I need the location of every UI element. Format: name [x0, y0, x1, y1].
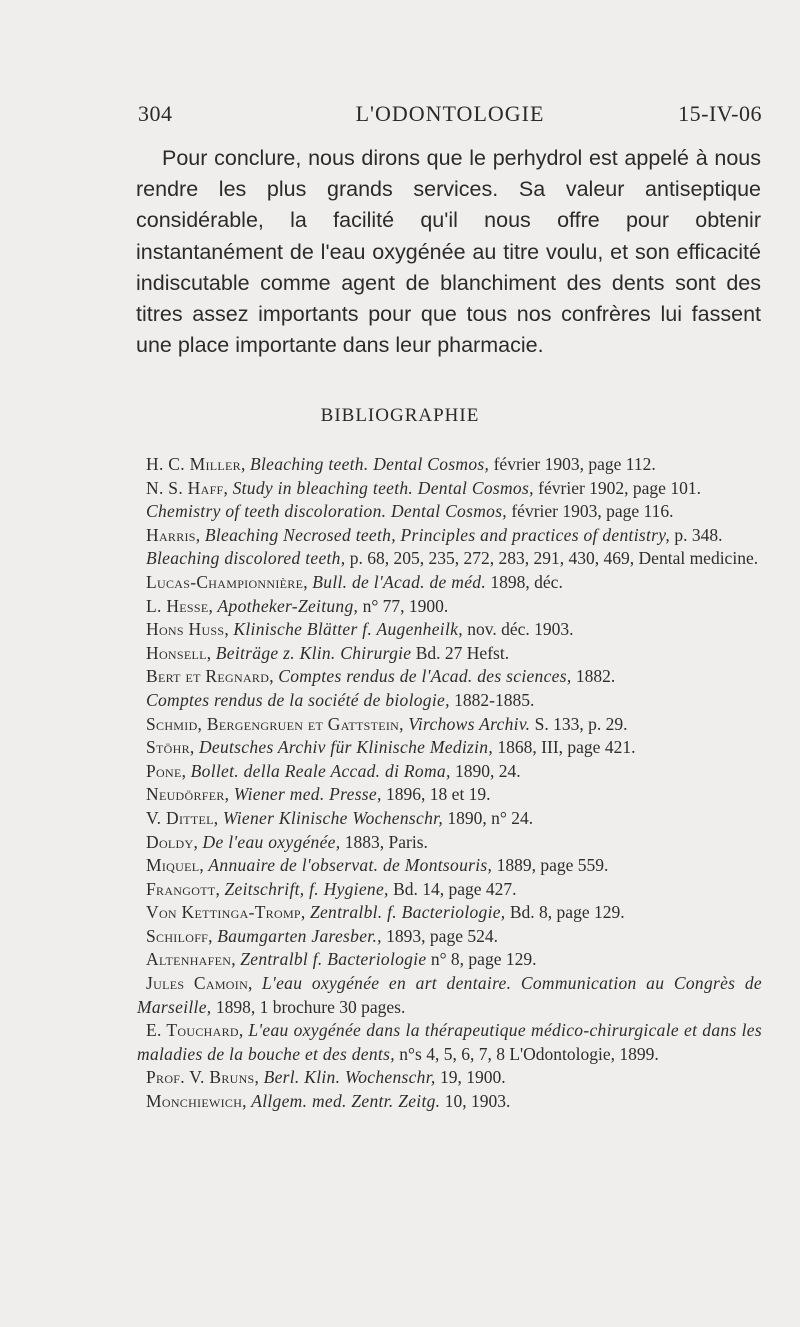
reference-title: Zentralbl f. Bacteriologie [240, 949, 427, 970]
reference-details: février 1903, page 112. [493, 454, 656, 474]
bibliography-entry [137, 807, 762, 831]
reference-author: E. Touchard, [146, 1020, 244, 1041]
reference-details: Bd. 27 Hefst. [415, 642, 510, 663]
reference-author: Hons Huss, [146, 619, 230, 640]
bibliography-entry [137, 901, 762, 925]
reference-author: Schmid, Bergengruen et Gattstein, [146, 713, 404, 734]
reference-details: 1868, III, page 421. [497, 737, 636, 758]
reference-title: Chemistry of teeth discoloration. Dental Cosmos, [146, 501, 507, 522]
reference-title: Bleaching discolored teeth, [146, 548, 346, 569]
bibliography-entry [137, 571, 762, 595]
reference-title: De l'eau oxygénée, [202, 831, 341, 852]
reference-author: Jules Camoin, [146, 973, 253, 994]
reference-author: Lucas-Championnière, [146, 571, 308, 592]
bibliography-list [137, 453, 762, 1114]
bibliography-entry [137, 878, 762, 902]
reference-author: H. C. Miller, [146, 454, 246, 474]
reference-author: Miquel, [146, 855, 205, 876]
reference-title: Apotheker-Zeitung, [217, 595, 359, 616]
reference-author: Harris, [146, 524, 201, 545]
reference-details: 19, 1900. [439, 1067, 506, 1088]
bibliography-entry [137, 477, 762, 501]
bibliography-entry [137, 783, 762, 807]
reference-author: Altenhafen, [146, 949, 236, 970]
bibliography-entry [137, 595, 762, 619]
reference-title: Berl. Klin. Wochenschr, [263, 1067, 436, 1088]
reference-title: Zentralbl. f. Bacteriologie, [309, 902, 506, 923]
reference-title: Comptes rendus de l'Acad. des sciences, [278, 666, 572, 687]
reference-title: Deutsches Archiv für Klinische Medizin, [198, 737, 494, 758]
reference-details: 1882-1885. [454, 689, 535, 710]
issue-date: 15-IV-06 [678, 101, 762, 126]
bibliography-entry [137, 689, 762, 713]
reference-title: Comptes rendus de la société de biologie, [146, 689, 450, 710]
reference-author: Schiloff, [146, 925, 213, 946]
reference-details: février 1903, page 116. [511, 501, 674, 522]
bibliography-entry [137, 618, 762, 642]
bibliography-entry [137, 925, 762, 949]
reference-title: L'eau oxygénée dans la thérapeutique médico-chirurgicale et dans les maladies de la bouche et des dents, [137, 1020, 762, 1064]
bibliography-entry [137, 500, 762, 524]
bibliography-entry [137, 736, 762, 760]
reference-details: février 1902, page 101. [538, 477, 701, 498]
reference-details: 1898, déc. [490, 571, 563, 592]
bibliography-entry [137, 1090, 762, 1114]
reference-title: Zeitschrift, f. Hygiene, [224, 878, 389, 899]
journal-title: L'ODONTOLOGIE [355, 101, 545, 126]
bibliography-entry [137, 854, 762, 878]
bibliography-entry [137, 642, 762, 666]
reference-details: Bd. 8, page 129. [509, 902, 625, 923]
reference-details: n° 77, 1900. [362, 595, 449, 616]
reference-author: Doldy, [146, 831, 199, 852]
reference-title: Bull. de l'Acad. de méd. [312, 571, 487, 592]
reference-title: Study in bleaching teeth. Dental Cosmos, [232, 477, 534, 498]
bibliography-entry [137, 760, 762, 784]
running-header [138, 101, 762, 131]
reference-author: Bert et Regnard, [146, 666, 274, 687]
reference-details: n° 8, page 129. [430, 949, 537, 970]
reference-details: Bd. 14, page 427. [393, 878, 517, 899]
bibliography-entry [137, 972, 762, 1019]
reference-title: Baumgarten Jaresber., [217, 925, 382, 946]
reference-title: Beiträge z. Klin. Chirurgie [215, 642, 412, 663]
reference-details: 1898, 1 brochure 30 pages. [215, 996, 406, 1017]
reference-title: Bollet. della Reale Accad. di Roma, [190, 760, 451, 781]
reference-author: Pone, [146, 760, 187, 781]
reference-details: p. 68, 205, 235, 272, 283, 291, 430, 469, Dental medicine. [349, 548, 759, 569]
bibliography-entry [137, 1019, 762, 1066]
reference-details: S. 133, p. 29. [534, 713, 628, 734]
reference-author: Stöhr, [146, 737, 195, 758]
reference-title: Annuaire de l'observat. de Montsouris, [208, 855, 493, 876]
reference-author: L. Hesse, [146, 595, 214, 616]
conclusion-paragraph [136, 143, 761, 361]
reference-details: nov. déc. 1903. [467, 619, 574, 640]
bibliography-entry [137, 524, 762, 548]
reference-author: Von Kettinga-Tromp, [146, 902, 306, 923]
reference-title: L'eau oxygénée en art dentaire. Communication au Congrès de Marseille, [137, 973, 762, 1017]
conclusion-text: Pour conclure, nous dirons que le perhydrol est appelé à nous rendre les plus grands services. Sa valeur antiseptique considérable, la facilité qu'il nous offre pour obtenir instantanément de l'eau oxygénée au titre voulu, et son efficacité indiscutable comme agent de blanchiment des dents sont des titres assez importants pour que tous nos confrères lui fassent une place importante dans leur pharmacie. [136, 146, 761, 358]
reference-details: 10, 1903. [444, 1091, 511, 1112]
bibliography-entry [137, 831, 762, 855]
reference-title: Wiener med. Presse, [233, 784, 382, 805]
reference-author: N. S. Haff, [146, 477, 229, 498]
reference-author: V. Dittel, [146, 807, 219, 828]
bibliography-entry [137, 665, 762, 689]
bibliography-entry [137, 713, 762, 737]
reference-details: n°s 4, 5, 6, 7, 8 L'Odontologie, 1899. [399, 1043, 659, 1064]
reference-author: Honsell, [146, 642, 212, 663]
bibliography-heading: BIBLIOGRAPHIE [320, 405, 480, 426]
reference-title: Wiener Klinische Wochenschr, [222, 807, 443, 828]
reference-author: Monchiewich, [146, 1091, 247, 1112]
reference-details: 1893, page 524. [386, 925, 498, 946]
reference-title: Allgem. med. Zentr. Zeitg. [251, 1091, 441, 1112]
reference-details: 1882. [575, 666, 616, 687]
reference-title: Virchows Archiv. [408, 713, 531, 734]
bibliography-entry [137, 948, 762, 972]
reference-author: Frangott, [146, 878, 221, 899]
bibliography-entry [137, 453, 762, 477]
page-number: 304 [138, 101, 173, 126]
reference-author: Neudörfer, [146, 784, 230, 805]
reference-title: Klinische Blätter f. Augenheilk, [233, 619, 463, 640]
reference-author: Prof. V. Bruns, [146, 1067, 260, 1088]
reference-title: Bleaching Necrosed teeth, Principles and practices of dentistry, [204, 524, 671, 545]
bibliography-entry [137, 547, 762, 571]
reference-details: 1890, n° 24. [447, 807, 534, 828]
reference-title: Bleaching teeth. Dental Cosmos, [250, 454, 490, 474]
reference-details: 1896, 18 et 19. [386, 784, 491, 805]
reference-details: 1883, Paris. [344, 831, 428, 852]
reference-details: 1890, 24. [455, 760, 521, 781]
reference-details: p. 348. [674, 524, 723, 545]
reference-details: 1889, page 559. [496, 855, 609, 876]
bibliography-entry [137, 1066, 762, 1090]
